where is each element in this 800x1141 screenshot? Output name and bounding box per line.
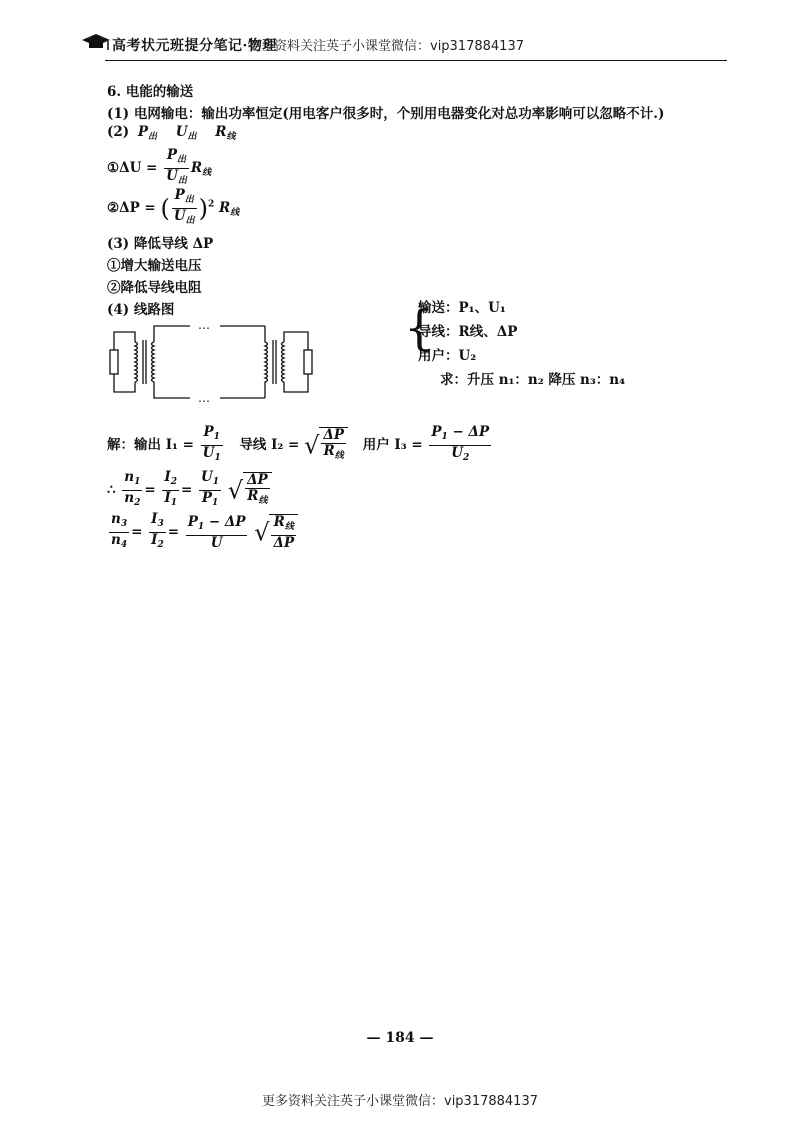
- book-title: 高考状元班提分笔记·物理: [112, 38, 277, 54]
- solution-ratio-step-up: ∴ $\frac{n_1}{n_2}$ = $\frac{I_2}{I_1}$ = $\frac{U_1}{P_1}$ √ $\frac{\Delta P}{R_线}$: [107, 470, 272, 511]
- footer-watermark: 更多资料关注英子小课堂微信：vip317884137: [262, 1094, 538, 1109]
- ask-ratios: 求：升压 n₁：n₂ 降压 n₃：n₄: [440, 372, 626, 388]
- section-heading: 6. 电能的输送: [107, 84, 194, 100]
- equation-delta-p: ②ΔP = ( $\frac{P_出}{U_出}$ )$^2$ $R_线$: [107, 187, 240, 226]
- paragraph-3-item-1: ①增大输送电压: [107, 258, 202, 274]
- solution-ratio-step-down: $\frac{n_3}{n_4}$ = $\frac{I_3}{I_2}$ = $\frac{P_1 - \Delta P}{U}$ √ $\frac{R_线}{\Delta P}$: [107, 512, 298, 553]
- circuit-dots-top: …: [198, 318, 210, 332]
- paragraph-3: (3) 降低导线 ΔP: [107, 236, 214, 252]
- page-number: — 184 —: [366, 1030, 434, 1046]
- paragraph-4: (4) 线路图: [107, 302, 175, 318]
- paragraph-2: (2) $P_出$ $U_出$ $R_线$: [107, 124, 236, 142]
- equation-delta-u: ①ΔU = $\frac{P_出}{U_出}$ $R_线$: [107, 147, 212, 186]
- graduation-cap-icon: [80, 30, 112, 54]
- eq1-label: ①ΔU =: [107, 160, 158, 176]
- eq2-label: ②ΔP =: [107, 200, 156, 216]
- solution-user: 用户 I₃ =: [362, 437, 423, 453]
- brace: {: [404, 300, 435, 356]
- solution-prefix: 解：输出 I₁ =: [107, 437, 194, 453]
- given-transmission: 输送：P₁、U₁: [418, 300, 506, 316]
- header-watermark: 更多资料关注英子小课堂微信：vip317884137: [248, 39, 524, 54]
- circuit-dots-bottom: …: [198, 391, 210, 405]
- p2-label: (2): [107, 124, 130, 140]
- given-user: 用户：U₂: [418, 348, 477, 364]
- paragraph-3-item-2: ②降低导线电阻: [107, 280, 202, 296]
- header-divider: [105, 60, 727, 61]
- solution-currents: 解：输出 I₁ = $\frac{P_1}{U_1}$ 导线 I₂ = √ $\frac{\Delta P}{R_线}$ 用户 I₃ = $\frac{P_1 - \Delta P}{U_2}$: [107, 424, 490, 463]
- solution-wire: 导线 I₂ =: [239, 437, 300, 453]
- transmission-circuit-diagram: [100, 318, 330, 408]
- paragraph-1: (1) 电网输电：输出功率恒定(用电客户很多时，个别用电器变化对总功率影响可以忽略不计.): [107, 106, 665, 122]
- given-wire: 导线：R线、ΔP: [418, 324, 518, 340]
- therefore-symbol: ∴: [107, 482, 116, 498]
